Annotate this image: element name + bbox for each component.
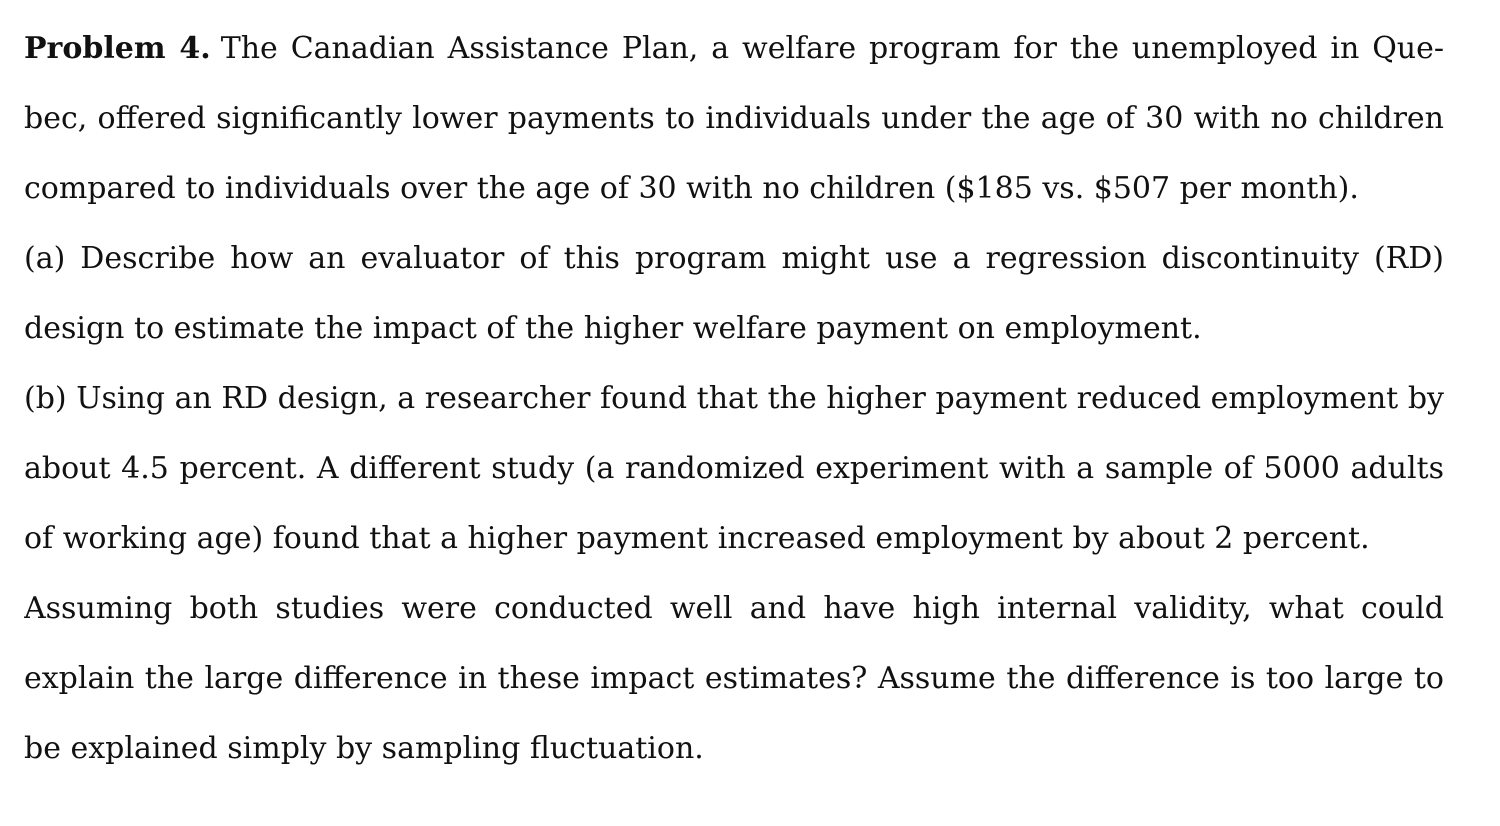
part-a-line-2: design to estimate the impact of the higher welfare payment on employment. — [24, 311, 1202, 346]
part-b-line-6: be explained simply by sampling fluctuation. — [24, 731, 704, 766]
part-b-line-3: of working age) found that a higher payment increased employment by about 2 percent. — [24, 521, 1370, 556]
intro-line-3: compared to individuals over the age of 30 with no children ($185 vs. $507 per month). — [24, 171, 1359, 206]
problem-label: Problem 4. — [24, 31, 211, 66]
part-b-line-1: (b) Using an RD design, a researcher found that the higher payment reduced employment by — [24, 381, 1444, 416]
part-b-line-2: about 4.5 percent. A different study (a randomized experiment with a sample of 5000 adults — [24, 451, 1444, 486]
problem-line-1 — [24, 14, 1444, 84]
part-a-line-1: (a) Describe how an evaluator of this program might use a regression discontinuity (RD) — [24, 241, 1444, 276]
problem-text-block — [24, 14, 1444, 784]
part-b-line-5: explain the large difference in these impact estimates? Assume the difference is too large to — [24, 661, 1444, 696]
intro-line-2: bec, offered significantly lower payments to individuals under the age of 30 with no children — [24, 101, 1444, 136]
part-b-line-4: Assuming both studies were conducted well and have high internal validity, what could — [24, 591, 1444, 626]
intro-line-1: The Canadian Assistance Plan, a welfare program for the unemployed in Que- — [220, 31, 1444, 66]
